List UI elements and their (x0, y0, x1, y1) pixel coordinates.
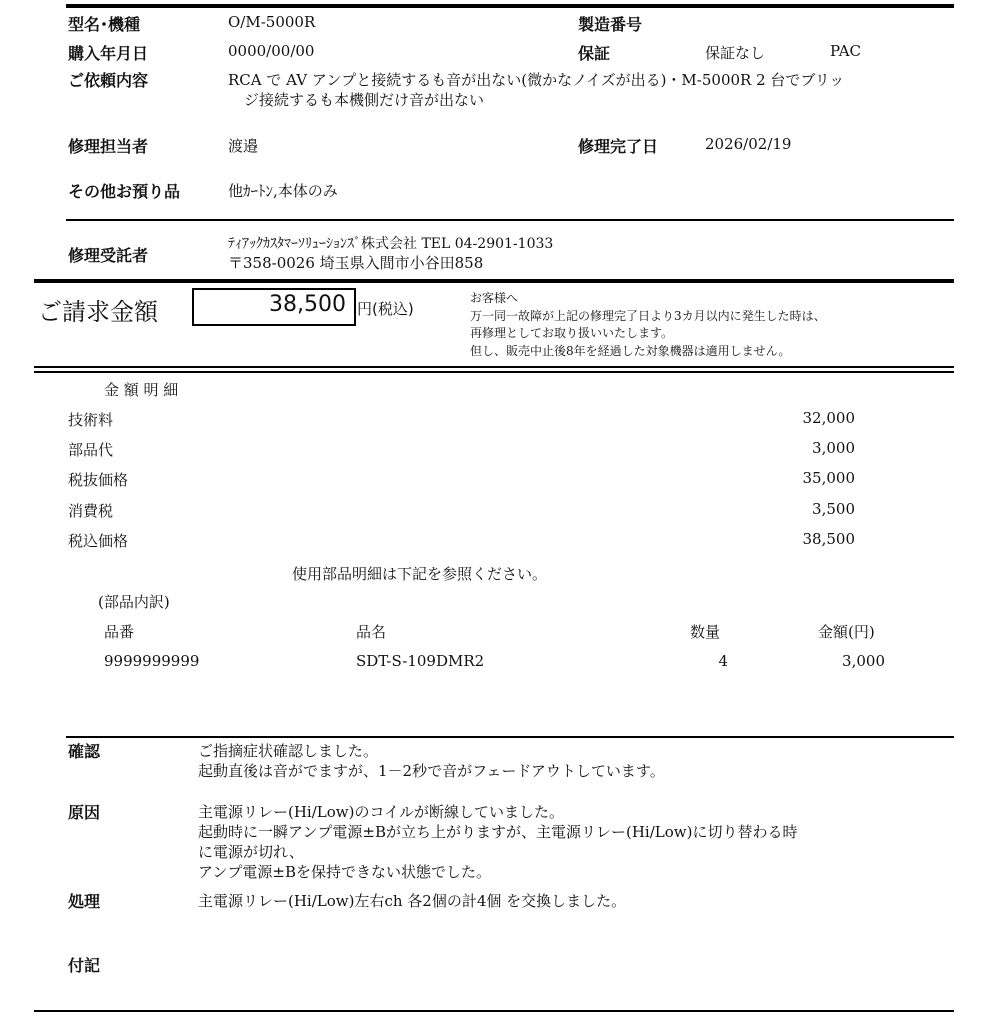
model-label: 型名･機種 (68, 15, 141, 34)
billing-bottom-rule-1 (34, 366, 954, 368)
notes-label: 付記 (68, 956, 101, 975)
parts-header-number: 品番 (104, 623, 135, 641)
header-divider (66, 219, 954, 221)
parts-note: 使用部品明細は下記を参照ください。 (292, 565, 548, 583)
breakdown-label-0: 技術料 (68, 411, 114, 429)
request-line-1: RCA で AV アンプと接続するも音が出ない(微かなノイズが出る)・M-5000R 2 台でブリッ (228, 71, 845, 89)
breakdown-label-1: 部品代 (68, 441, 114, 459)
completion-value: 2026/02/19 (705, 135, 792, 153)
purchase-value: 0000/00/00 (228, 42, 315, 60)
parts-row-amount: 3,000 (842, 652, 885, 670)
warranty-code: PAC (830, 42, 862, 60)
breakdown-label-4: 税込価格 (68, 532, 129, 550)
notice-line-3: 再修理としてお取り扱いいたします。 (470, 326, 674, 340)
contractor-line-1: ﾃｨｱｯｸｶｽﾀﾏｰｿﾘｭｰｼｮﾝｽﾞ株式会社 TEL 04-2901-1033 (228, 236, 554, 252)
technician-value: 渡邉 (228, 137, 259, 155)
cause-line-2: 起動時に一瞬アンプ電源±Bが立ち上がりますが、主電源リレー(Hi/Low)に切り替わる時 (198, 823, 798, 841)
breakdown-value-1: 3,000 (812, 439, 855, 457)
parts-header-amount: 金額(円) (818, 623, 875, 641)
warranty-value: 保証なし (705, 44, 766, 62)
breakdown-label-2: 税抜価格 (68, 471, 129, 489)
request-line-2: ジ接続するも本機側だけ音が出ない (244, 91, 485, 109)
cause-line-4: アンプ電源±Bを保持できない状態でした。 (198, 863, 491, 881)
confirm-line-1: ご指摘症状確認しました。 (198, 742, 379, 760)
billing-label: ご請求金額 (38, 298, 158, 326)
action-label: 処理 (68, 892, 101, 911)
billing-top-rule (34, 279, 954, 283)
cause-label: 原因 (68, 803, 101, 822)
parts-header-qty: 数量 (690, 623, 721, 641)
billing-bottom-rule-2 (34, 371, 954, 373)
breakdown-title: 金 額 明 細 (104, 381, 179, 399)
contractor-line-2: 〒358-0026 埼玉県入間市小谷田858 (228, 254, 484, 272)
confirm-label: 確認 (68, 742, 101, 761)
bottom-rule (34, 1010, 954, 1012)
billing-amount: 38,500 (269, 292, 346, 317)
confirm-line-2: 起動直後は音がでますが、1－2秒で音がフェードアウトしています。 (198, 762, 665, 780)
purchase-label: 購入年月日 (68, 44, 149, 63)
parts-title: (部品内訳) (98, 593, 170, 611)
cause-line-3: に電源が切れ、 (198, 843, 304, 861)
parts-row-qty: 4 (718, 652, 728, 670)
breakdown-value-4: 38,500 (802, 530, 855, 548)
breakdown-value-2: 35,000 (802, 469, 855, 487)
parts-row-name: SDT-S-109DMR2 (356, 652, 485, 670)
technician-label: 修理担当者 (68, 137, 149, 156)
notice-line-1: お客様へ (470, 291, 519, 305)
parts-header-name: 品名 (356, 623, 387, 641)
contractor-label: 修理受託者 (68, 246, 149, 265)
completion-label: 修理完了日 (578, 137, 659, 156)
action-line-1: 主電源リレー(Hi/Low)左右ch 各2個の計4個 を交換しました。 (198, 892, 627, 910)
cause-line-1: 主電源リレー(Hi/Low)のコイルが断線していました。 (198, 803, 565, 821)
notice-line-2: 万一同一故障が上記の修理完了日より3カ月以内に発生した時は、 (470, 309, 826, 323)
notice-line-4: 但し、販売中止後8年を経過した対象機器は適用しません。 (470, 344, 791, 358)
serial-label: 製造番号 (578, 15, 643, 34)
breakdown-value-0: 32,000 (802, 409, 855, 427)
request-label: ご依頼内容 (68, 71, 149, 90)
warranty-label: 保証 (578, 44, 611, 63)
other-items-label: その他お預り品 (68, 182, 181, 201)
breakdown-label-3: 消費税 (68, 502, 114, 520)
report-top-rule (66, 736, 954, 738)
top-rule (66, 4, 954, 8)
model-value: O/M-5000R (228, 13, 316, 31)
billing-unit: 円(税込) (357, 300, 414, 318)
parts-row-number: 9999999999 (104, 652, 200, 670)
other-items-value: 他ｶｰﾄﾝ,本体のみ (228, 182, 338, 200)
breakdown-value-3: 3,500 (812, 500, 855, 518)
